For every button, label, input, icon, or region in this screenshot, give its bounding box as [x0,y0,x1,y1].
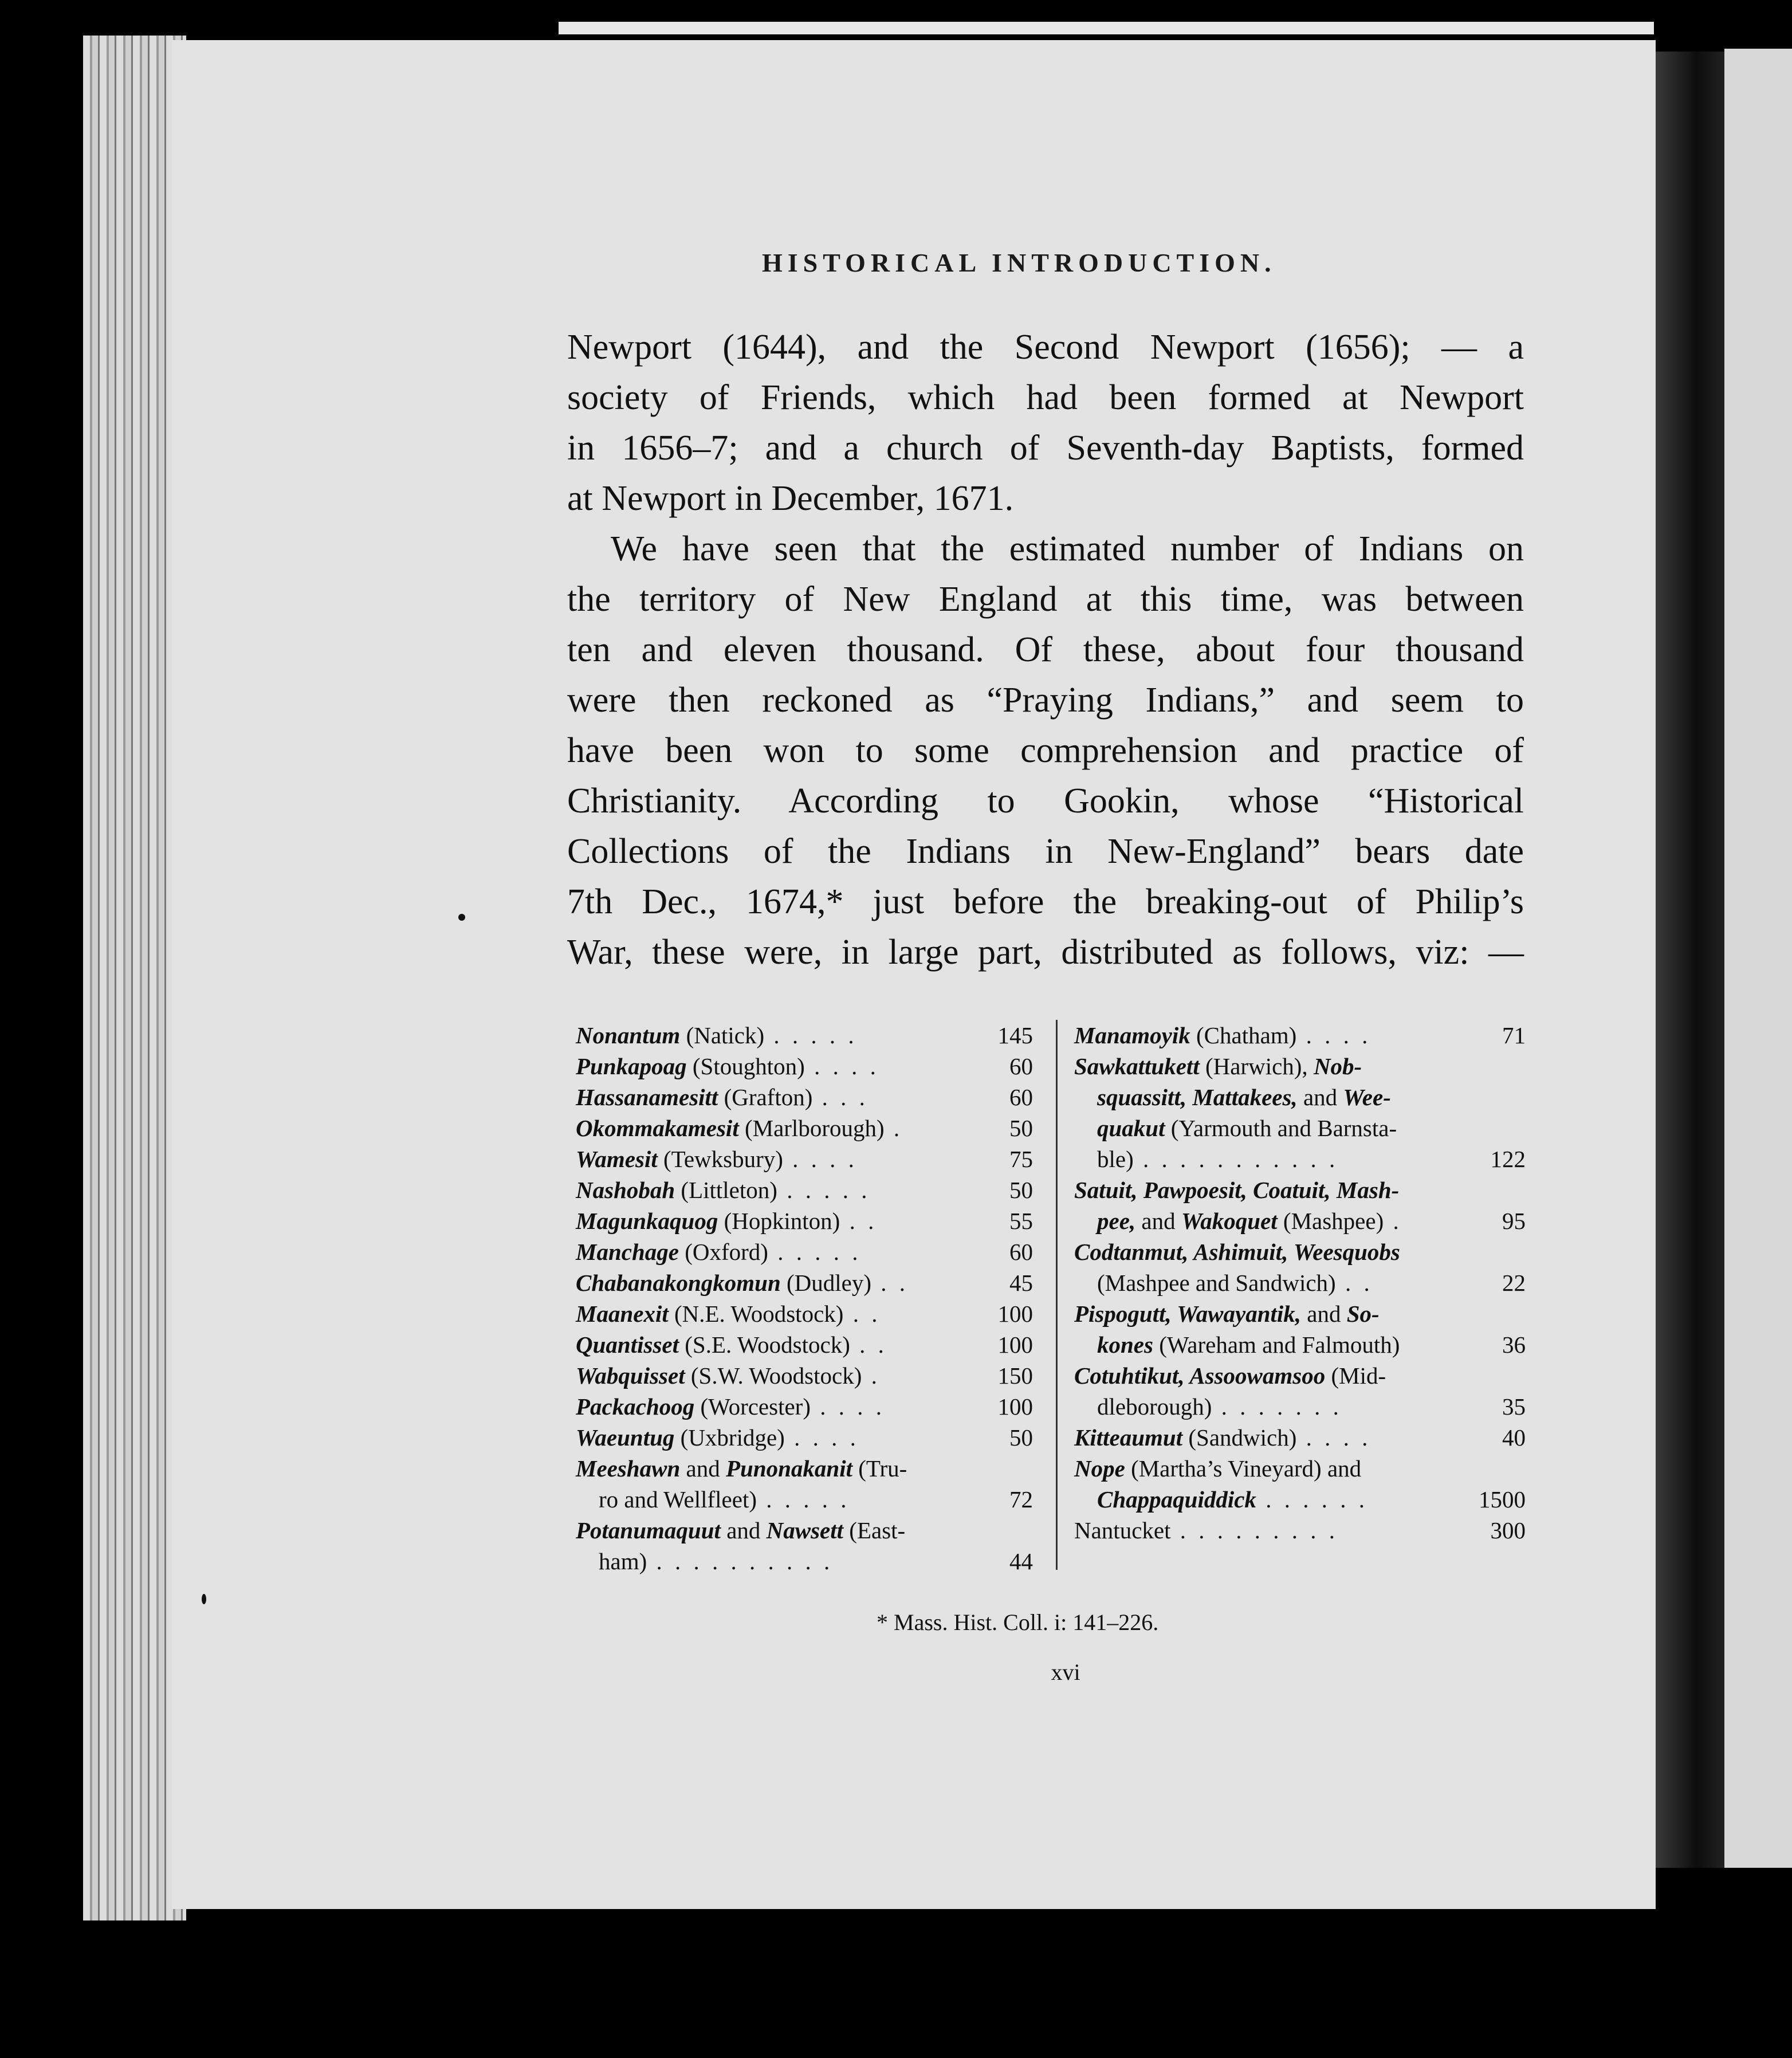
leader-dots: . . . . [1296,1424,1371,1451]
table-entry [576,1236,1040,1267]
entry-line [1074,1205,1467,1236]
place-note: (S.W. Woodstock) [685,1362,862,1389]
text-line: Newport (1644), and the Second Newport (1656); — a [567,328,1524,367]
entry-line [1074,1144,1467,1175]
place-name: Chappaquiddick [1097,1486,1256,1513]
place-name: Nob- [1313,1053,1362,1079]
place-note: (East- [843,1517,906,1544]
margin-speck [458,914,465,921]
population-count: 60 [1009,1053,1033,1079]
place-note: and [1297,1084,1343,1110]
place-name: Cotuhtikut, Assoowamsoo [1074,1362,1326,1389]
place-note: (N.E. Woodstock) [668,1301,844,1327]
place-name: Nope [1074,1455,1125,1482]
place-note: and [1135,1208,1181,1234]
text-line: 7th Dec., 1674,* just before the breaking-out of Philip’s [567,882,1524,921]
table-entry [1074,1020,1532,1051]
place-note: (Sandwich) [1182,1424,1297,1451]
population-count: 72 [1009,1486,1033,1513]
population-count: 95 [1502,1208,1526,1234]
table-entry [576,1267,1040,1298]
place-note: (Stoughton) [686,1053,805,1079]
place-name: So- [1346,1301,1380,1327]
place-note: dleborough) [1097,1393,1212,1420]
place-name: Nonantum [576,1022,681,1048]
leader-dots: . . . . [784,1424,859,1451]
entry-line [576,1051,974,1082]
place-note: (Dudley) [780,1270,872,1296]
place-name: Punkapoag [576,1053,687,1079]
place-name: Wakoquet [1181,1208,1278,1234]
entry-line [576,1298,974,1329]
entry-line [576,1020,974,1051]
entry-line [576,1267,974,1298]
place-name: Wabquisset [576,1362,685,1389]
place-note: (Marlborough) [738,1115,885,1141]
place-note: (Mashpee and Sandwich) [1097,1270,1336,1296]
population-count: 122 [1490,1146,1526,1172]
table-entry [576,1422,1040,1453]
table-entry [576,1082,1040,1113]
paragraph-1 [567,322,1524,524]
table-entry [1074,1236,1532,1298]
table-entry [576,1298,1040,1329]
entry-line [1074,1236,1467,1267]
population-count: 60 [1009,1239,1033,1265]
place-name: Codtanmut, Ashimuit, Weesquobs [1074,1239,1400,1265]
leader-dots: . . [871,1270,909,1296]
table-entry [576,1205,1040,1236]
population-count: 1500 [1479,1486,1526,1513]
place-note: and [1301,1301,1347,1327]
place-name: Manamoyik [1074,1022,1190,1048]
place-note: (S.E. Woodstock) [679,1332,850,1358]
place-note: (Wareham and Falmouth) [1153,1332,1400,1358]
population-count: 100 [997,1301,1033,1327]
place-name: kones [1097,1332,1153,1358]
leader-dots: . . . . . [777,1177,871,1203]
place-note: ble) [1097,1146,1134,1172]
gutter-shadow [1656,52,1724,1868]
place-note: (Tru- [852,1455,907,1482]
table-entry [1074,1422,1532,1453]
population-count: 50 [1009,1177,1033,1203]
place-name: Magunkaquog [576,1208,718,1234]
place-note: Nantucket [1074,1517,1171,1544]
book-page-edges [83,36,186,1920]
place-note: (Martha’s Vineyard) and [1125,1455,1362,1482]
leader-dots: . . . [812,1084,869,1110]
population-count: 55 [1009,1208,1033,1234]
table-column-left [576,1020,1040,1577]
place-note: (Mashpee) [1277,1208,1384,1234]
entry-line [1074,1020,1467,1051]
population-count: 100 [997,1332,1033,1358]
leader-dots: . . [843,1301,881,1327]
entry-line [1074,1051,1467,1082]
population-count: 145 [997,1022,1033,1048]
entry-line [1074,1329,1467,1360]
place-note: (Hopkinton) [718,1208,840,1234]
population-count: 60 [1009,1084,1033,1110]
population-count: 22 [1502,1270,1526,1296]
place-name: Meeshawn [576,1455,681,1482]
entry-line [576,1391,974,1422]
place-name: Satuit, Pawpoesit, Coatuit, Mash- [1074,1177,1400,1203]
leader-dots: . . . . . . . . . . [647,1548,834,1574]
leader-dots: . . [840,1208,878,1234]
table-entry [576,1391,1040,1422]
text-line: society of Friends, which had been formed at Newport [567,378,1524,417]
leader-dots: . . . . [810,1393,885,1420]
table-entry [576,1051,1040,1082]
entry-line [576,1082,974,1113]
entry-line [576,1422,974,1453]
place-note: (Tewksbury) [657,1146,783,1172]
entry-line [1074,1391,1467,1422]
population-count: 150 [997,1362,1033,1389]
table-entry [576,1020,1040,1051]
entry-line [1074,1453,1467,1484]
text-line: War, these were, in large part, distributed as follows, viz: — [567,933,1524,972]
paragraph-2 [567,524,1524,977]
entry-line [1074,1422,1467,1453]
indian-towns-table [576,1020,1532,1581]
table-column-right [1074,1020,1532,1546]
text-line: were then reckoned as “Praying Indians,” and seem to [567,681,1524,720]
place-name: Kitteaumut [1074,1424,1183,1451]
leader-dots: . [1384,1208,1402,1234]
text-line: ten and eleven thousand. Of these, about four thousand [567,630,1524,669]
leader-dots: . . . . [804,1053,879,1079]
body-text [567,322,1524,977]
leader-dots: . [884,1115,903,1141]
place-name: Wee- [1343,1084,1391,1110]
place-name: Okommakamesit [576,1115,739,1141]
place-note: (Yarmouth and Barnsta- [1165,1115,1397,1141]
place-name: Waeuntug [576,1424,675,1451]
facing-page-edge [1724,49,1792,1868]
place-note: (Harwich), [1199,1053,1314,1079]
footnote: * Mass. Hist. Coll. i: 141–226. [877,1609,1159,1635]
place-note: and [720,1517,767,1544]
entry-line [576,1484,974,1515]
leader-dots: . . . . . . . . . [1170,1517,1338,1544]
population-count: 50 [1009,1115,1033,1141]
table-entry [576,1113,1040,1144]
leader-dots: . . [850,1332,887,1358]
entry-line [576,1515,974,1546]
place-name: quakut [1097,1115,1165,1141]
text-line: at Newport in December, 1671. [567,479,1014,518]
text-line: We have seen that the estimated number of Indians on [611,529,1524,568]
place-name: Chabanakongkomun [576,1270,781,1296]
leader-dots: . . . . . . . [1212,1393,1342,1420]
place-name: Packachoog [576,1393,695,1420]
leader-dots: . . . . . . [1256,1486,1368,1513]
place-name: Hassanamesitt [576,1084,718,1110]
table-entry [576,1144,1040,1175]
population-count: 50 [1009,1424,1033,1451]
place-note: (Worcester) [694,1393,811,1420]
page-number: xvi [1051,1659,1080,1685]
table-entry [1074,1360,1532,1422]
leader-dots: . . . . . [757,1486,850,1513]
place-note: (Oxford) [678,1239,768,1265]
leader-dots: . . . . . . . . . . . [1133,1146,1339,1172]
place-note: (Grafton) [718,1084,813,1110]
text-line: Collections of the Indians in New-England” bears date [567,832,1524,871]
table-entry [1074,1175,1532,1236]
place-note: ro and Wellfleet) [599,1486,757,1513]
table-entry [1074,1298,1532,1360]
entry-line [1074,1082,1467,1113]
place-name: Wamesit [576,1146,658,1172]
entry-line [576,1144,974,1175]
population-count: 71 [1502,1022,1526,1048]
table-entry [576,1175,1040,1205]
table-entry [576,1329,1040,1360]
population-count: 300 [1490,1517,1526,1544]
entry-line [576,1329,974,1360]
table-entry [1074,1051,1532,1175]
text-line: Christianity. According to Gookin, whose “Historical [567,781,1524,820]
entry-line [576,1453,974,1484]
place-name: Maanexit [576,1301,669,1327]
population-count: 35 [1502,1393,1526,1420]
text-line: have been won to some comprehension and practice of [567,731,1524,770]
place-name: Potanumaquut [576,1517,721,1544]
entry-line [576,1113,974,1144]
margin-speck [202,1594,206,1604]
entry-line [576,1175,974,1205]
place-name: Punonakanit [725,1455,853,1482]
table-entry [1074,1515,1532,1546]
population-count: 45 [1009,1270,1033,1296]
population-count: 75 [1009,1146,1033,1172]
population-count: 40 [1502,1424,1526,1451]
leader-dots: . . . . . [764,1022,858,1048]
running-head: HISTORICAL INTRODUCTION. [762,248,1276,277]
place-name: Nashobah [576,1177,675,1203]
place-note: (Uxbridge) [674,1424,785,1451]
text-line: in 1656–7; and a church of Seventh-day Baptists, formed [567,429,1524,468]
column-divider [1056,1020,1058,1570]
place-note: (Mid- [1325,1362,1386,1389]
entry-line [1074,1360,1467,1391]
entry-line [576,1546,974,1577]
place-name: Nawsett [766,1517,844,1544]
place-name: Pispogutt, Wawayantik, [1074,1301,1302,1327]
entry-line [1074,1175,1467,1205]
leader-dots: . . . . . [768,1239,862,1265]
entry-line [1074,1298,1467,1329]
scan-border-top [559,22,1654,34]
leader-dots: . . . . [783,1146,858,1172]
place-name: pee, [1097,1208,1136,1234]
place-name: Manchage [576,1239,679,1265]
entry-line [576,1360,974,1391]
leader-dots: . . [1335,1270,1373,1296]
place-name: Quantisset [576,1332,679,1358]
entry-line [1074,1267,1467,1298]
entry-line [1074,1113,1467,1144]
table-entry [576,1360,1040,1391]
entry-line [1074,1484,1467,1515]
place-note: (Littleton) [675,1177,777,1203]
leader-dots: . [862,1362,881,1389]
place-name: Sawkattukett [1074,1053,1200,1079]
table-entry [1074,1453,1532,1515]
place-note: (Natick) [680,1022,765,1048]
population-count: 36 [1502,1332,1526,1358]
entry-line [1074,1515,1467,1546]
place-note: ham) [599,1548,647,1574]
place-note: (Chatham) [1190,1022,1297,1048]
population-count: 44 [1009,1548,1033,1574]
entry-line [576,1236,974,1267]
text-line: the territory of New England at this time, was between [567,580,1524,619]
table-entry [576,1453,1040,1515]
table-entry [576,1515,1040,1577]
entry-line [576,1205,974,1236]
leader-dots: . . . . [1296,1022,1371,1048]
place-note: and [680,1455,726,1482]
population-count: 100 [997,1393,1033,1420]
place-name: squassitt, Mattakees, [1097,1084,1298,1110]
